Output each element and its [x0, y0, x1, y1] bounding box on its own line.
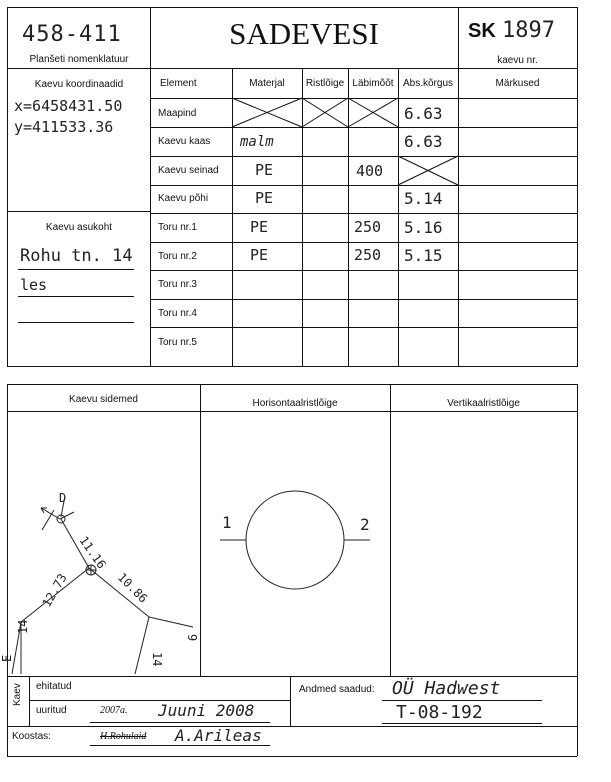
row-element: Kaevu kaas [158, 136, 211, 147]
sketch-dim-4: 14 [16, 619, 30, 634]
source-label: Andmed saadud: [299, 684, 375, 695]
header-diameter: Läbimõõt [352, 78, 394, 89]
header-material: Materjal [249, 78, 285, 89]
header-element: Element [160, 78, 197, 89]
row-element: Toru nr.4 [158, 308, 197, 319]
surveyed-label: uuritud [36, 705, 67, 716]
row-material: PE [255, 189, 274, 207]
sketch-mark-e: E [0, 654, 14, 662]
well-label: kaevu nr. [497, 55, 538, 66]
compiled-signature: A.Arileas [175, 726, 262, 745]
coord-y: y=411533.36 [14, 118, 114, 136]
col-header-vertical: Vertikaalristlõige [447, 398, 520, 409]
row-elevation: 6.63 [404, 132, 443, 151]
row-material: PE [250, 246, 269, 264]
source-value: OÜ Hadwest [392, 678, 501, 699]
row-diameter: 250 [354, 246, 382, 264]
row-material: PE [255, 161, 274, 179]
pipe-1-label: 1 [222, 513, 232, 532]
pipe-2-label: 2 [360, 515, 370, 534]
coords-label: Kaevu koordinaadid [34, 79, 124, 90]
location-line2: les [20, 276, 48, 294]
row-elevation: 5.15 [404, 246, 443, 265]
sketch-dim-5: 14 [150, 652, 164, 667]
nomenclature-label: Planšeti nomenklatuur [29, 54, 129, 65]
well-side-label: Kaev [12, 683, 23, 706]
row-material: PE [250, 218, 269, 236]
horizontal-section-drawing [200, 412, 390, 676]
row-elevation: 6.63 [404, 104, 443, 123]
row-material: malm [240, 134, 274, 150]
location-line1: Rohu tn. 14 [20, 246, 133, 266]
built-label: ehitatud [36, 681, 72, 692]
row-element: Toru nr.1 [158, 222, 197, 233]
row-element: Toru nr.3 [158, 279, 197, 290]
sketch-dim-2: 10.86 [114, 570, 151, 606]
col-header-connections: Kaevu sidemed [69, 394, 138, 405]
sketch-dim-3: 12.73 [39, 571, 70, 610]
row-element: Kaevu põhi [158, 193, 209, 204]
col-header-horizontal: Horisontaalristlõige [252, 398, 338, 409]
nomenclature-value: 458-411 [22, 22, 122, 47]
sketch-mark-d: D [59, 491, 67, 505]
row-elevation: 5.14 [404, 189, 443, 208]
row-element: Toru nr.5 [158, 337, 197, 348]
header-section: Ristlõige [305, 78, 345, 89]
row-diameter: 250 [354, 218, 382, 236]
header-notes: Märkused [495, 78, 540, 89]
row-element: Maapind [158, 108, 197, 119]
surveyed-date: Juuni 2008 [158, 701, 255, 720]
row-elevation: 5.16 [404, 218, 443, 237]
compiled-label: Koostas: [12, 731, 51, 742]
row-element: Kaevu seinad [158, 165, 219, 176]
compiled-printed: H.Rohulaid [100, 731, 147, 742]
sketch-dim-6: 9 [185, 634, 199, 642]
row-diameter: 400 [356, 162, 384, 180]
page-title: SADEVESI [229, 16, 379, 51]
surveyed-year: 2007a. [100, 705, 128, 716]
well-prefix: SK [468, 20, 496, 42]
source-code: T-08-192 [396, 702, 483, 723]
location-label: Kaevu asukoht [45, 222, 113, 233]
connections-sketch [0, 412, 200, 676]
row-element: Toru nr.2 [158, 251, 197, 262]
coord-x: x=6458431.50 [14, 97, 123, 115]
sketch-dim-1: 11.16 [76, 533, 109, 572]
well-number: 1897 [502, 18, 555, 43]
header-elevation: Abs.kõrgus [402, 78, 454, 89]
